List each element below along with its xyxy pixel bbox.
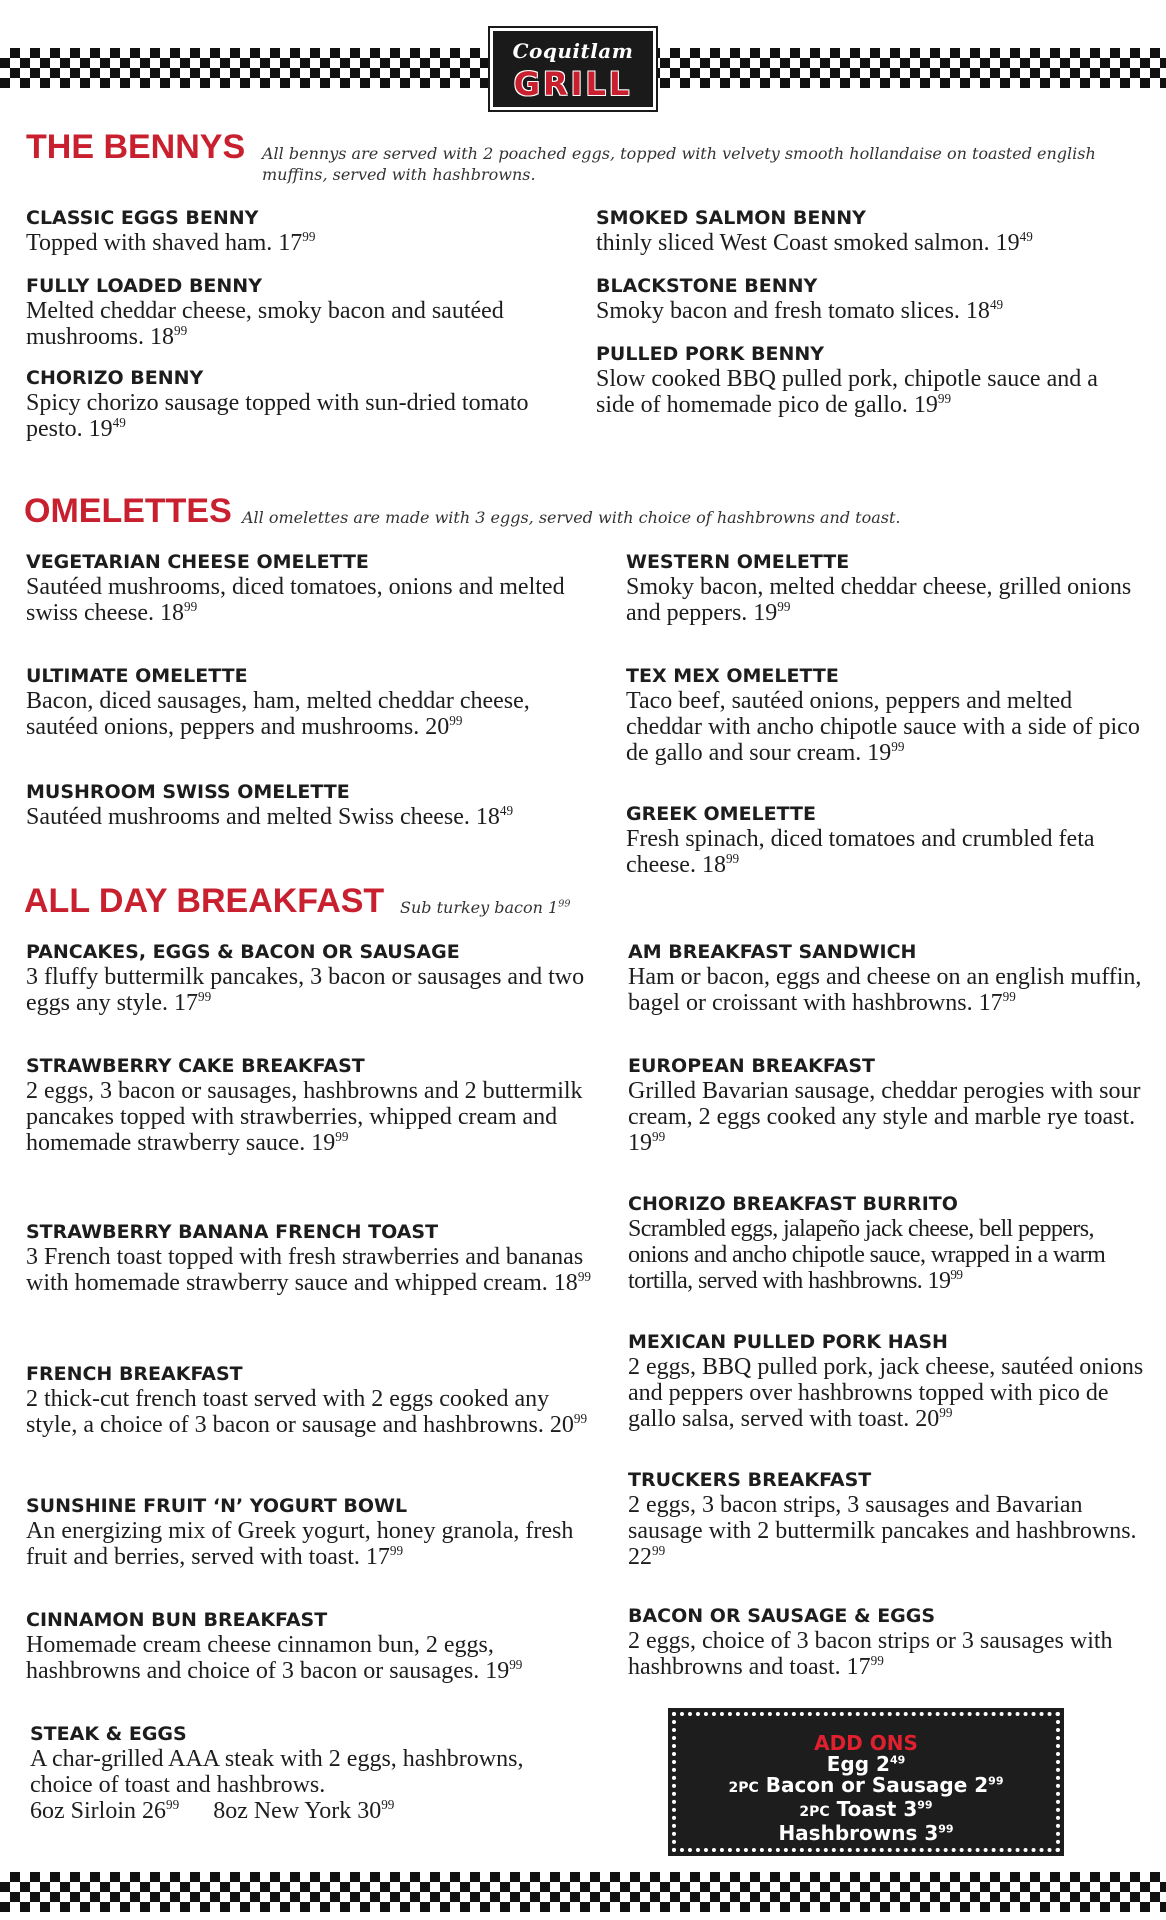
item-desc: Melted cheddar cheese, smoky bacon and sautéed mushrooms. $18^{99}$ xyxy=(26,298,504,350)
logo xyxy=(490,28,656,110)
item-name: TRUCKERS BREAKFAST xyxy=(628,1469,872,1491)
item-name: GREEK OMELETTE xyxy=(626,803,816,825)
addon-toast: 2PC Toast $3^{99}$ xyxy=(799,1797,933,1821)
item-name: PANCAKES, EGGS & BACON OR SAUSAGE xyxy=(26,941,460,963)
item-desc: Slow cooked BBQ pulled pork, chipotle sauce and a side of homemade pico de gallo. $19^{99}$ xyxy=(596,366,1098,418)
menu-item xyxy=(628,1054,1148,1156)
logo-script: Coquitlam xyxy=(512,39,634,63)
item-name: MEXICAN PULLED PORK HASH xyxy=(628,1331,948,1353)
menu-item xyxy=(26,206,566,256)
item-name: CLASSIC EGGS BENNY xyxy=(26,207,259,229)
item-name: AM BREAKFAST SANDWICH xyxy=(628,941,917,963)
item-desc: Sautéed mushrooms and melted Swiss cheese. $18^{49}$ xyxy=(26,803,514,830)
menu-item xyxy=(26,550,596,626)
item-desc: 3 French toast topped with fresh strawberries and bananas with homemade strawberry sauce and whipped cream. $18^{99}$ xyxy=(26,1244,591,1296)
item-desc: Grilled Bavarian sausage, cheddar perogies with sour cream, 2 eggs cooked any style and marble rye toast. $19^{99}$ xyxy=(628,1078,1141,1156)
item-desc: Ham or bacon, eggs and cheese on an english muffin, bagel or croissant with hashbrowns. $17^{99}$ xyxy=(628,964,1142,1016)
item-name: MUSHROOM SWISS OMELETTE xyxy=(26,781,350,803)
item-desc: Taco beef, sautéed onions, peppers and melted cheddar with ancho chipotle sauce with a side of pico de gallo and sour cream. $19^{99}$ xyxy=(626,688,1140,766)
addon-egg: Egg $2^{49}$ xyxy=(826,1752,906,1776)
section-title-bennys: THE BENNYS xyxy=(26,128,246,166)
item-name: EUROPEAN BREAKFAST xyxy=(628,1055,875,1077)
section-note-omelettes: All omelettes are made with 3 eggs, served with choice of hashbrowns and toast. xyxy=(242,508,901,527)
item-desc: Fresh spinach, diced tomatoes and crumbled feta cheese. $18^{99}$ xyxy=(626,826,1095,878)
menu-item xyxy=(26,274,566,350)
menu-item xyxy=(596,342,1116,418)
option-new-york: 8oz New York $30^{99}$ xyxy=(213,1797,395,1824)
addon-hashbrowns: Hashbrowns $3^{99}$ xyxy=(778,1821,954,1845)
menu-item xyxy=(626,550,1146,626)
item-desc: 2 eggs, choice of 3 bacon strips or 3 sausages with hashbrowns and toast. $17^{99}$ xyxy=(628,1628,1113,1680)
menu-item xyxy=(26,366,566,442)
item-name: CINNAMON BUN BREAKFAST xyxy=(26,1609,328,1631)
menu-item xyxy=(628,1468,1148,1570)
item-options xyxy=(30,1798,570,1824)
item-desc: 3 fluffy buttermilk pancakes, 3 bacon or sausages and two eggs any style. $17^{99}$ xyxy=(26,964,585,1016)
item-desc: Smoky bacon and fresh tomato slices. $18^{49}$ xyxy=(596,297,1004,324)
menu-item xyxy=(628,940,1148,1016)
checker-border-bottom xyxy=(0,1872,1166,1912)
menu-item xyxy=(26,1220,596,1296)
item-name: FULLY LOADED BENNY xyxy=(26,275,262,297)
item-desc: 2 eggs, BBQ pulled pork, jack cheese, sautéed onions and peppers over hashbrowns topped with pico de gallo salsa, served with toast. $20^{99}$ xyxy=(628,1354,1144,1432)
item-desc: 2 eggs, 3 bacon or sausages, hashbrowns and 2 buttermilk pancakes topped with strawberries, whipped cream and homemade strawberry sauce. $19^{99}$ xyxy=(26,1078,583,1156)
item-name: TEX MEX OMELETTE xyxy=(626,665,839,687)
menu-item xyxy=(628,1330,1148,1432)
item-name: STRAWBERRY CAKE BREAKFAST xyxy=(26,1055,365,1077)
item-name: PULLED PORK BENNY xyxy=(596,343,824,365)
menu-item xyxy=(26,1608,596,1684)
menu-item xyxy=(628,1604,1148,1680)
menu-item xyxy=(596,206,1116,256)
item-desc: 2 thick-cut french toast served with 2 eggs cooked any style, a choice of 3 bacon or sausage and hashbrowns. $20^{99}$ xyxy=(26,1386,588,1438)
item-desc: A char-grilled AAA steak with 2 eggs, hashbrowns, choice of toast and hashbrows. xyxy=(30,1746,524,1798)
add-ons-title: ADD ONS xyxy=(814,1731,918,1755)
item-desc: Smoky bacon, melted cheddar cheese, grilled onions and peppers. $19^{99}$ xyxy=(626,574,1132,626)
item-desc: Scrambled eggs, jalapeño jack cheese, bell peppers, onions and ancho chipotle sauce, wrapped in a warm tortilla, served with hashbrowns. $19^{99}$ xyxy=(628,1216,1106,1294)
item-desc: thinly sliced West Coast smoked salmon. $19^{49}$ xyxy=(596,229,1033,256)
item-name: BLACKSTONE BENNY xyxy=(596,275,818,297)
menu-item xyxy=(626,664,1146,766)
item-desc: An energizing mix of Greek yogurt, honey granola, fresh fruit and berries, served with toast. $17^{99}$ xyxy=(26,1518,574,1570)
item-desc: Spicy chorizo sausage topped with sun-dried tomato pesto. $19^{49}$ xyxy=(26,390,529,442)
menu-item xyxy=(26,1362,596,1438)
option-sirloin: 6oz Sirloin $26^{99}$ xyxy=(30,1797,180,1824)
section-note-breakfast: Sub turkey bacon $1^{99}$ xyxy=(400,898,571,917)
item-name: STRAWBERRY BANANA FRENCH TOAST xyxy=(26,1221,439,1243)
item-name: CHORIZO BREAKFAST BURRITO xyxy=(628,1193,958,1215)
item-name: FRENCH BREAKFAST xyxy=(26,1363,243,1385)
item-desc: Sautéed mushrooms, diced tomatoes, onions and melted swiss cheese. $18^{99}$ xyxy=(26,574,565,626)
menu-item xyxy=(626,802,1146,878)
menu-item xyxy=(26,1494,596,1570)
menu-item xyxy=(26,1054,596,1156)
menu-item xyxy=(596,274,1116,324)
menu-item xyxy=(628,1192,1148,1294)
add-ons-box xyxy=(672,1712,1060,1852)
item-name: VEGETARIAN CHEESE OMELETTE xyxy=(26,551,369,573)
section-note-bennys: All bennys are served with 2 poached eggs, topped with velvety smooth hollandaise on toasted english muffins, served with hashbrowns. xyxy=(262,144,1096,184)
item-desc: Homemade cream cheese cinnamon bun, 2 eggs, hashbrowns and choice of 3 bacon or sausages. $19^{99}$ xyxy=(26,1632,523,1684)
item-desc: 2 eggs, 3 bacon strips, 3 sausages and Bavarian sausage with 2 buttermilk pancakes and hashbrowns. $22^{99}$ xyxy=(628,1492,1137,1570)
menu-item xyxy=(26,664,596,740)
item-name: STEAK & EGGS xyxy=(30,1723,187,1745)
item-desc: Topped with shaved ham. $17^{99}$ xyxy=(26,229,316,256)
menu-item xyxy=(30,1722,570,1824)
item-name: ULTIMATE OMELETTE xyxy=(26,665,248,687)
item-name: WESTERN OMELETTE xyxy=(626,551,850,573)
menu-item xyxy=(26,940,596,1016)
menu-item xyxy=(26,780,596,830)
section-title-omelettes: OMELETTES xyxy=(24,492,232,530)
logo-word: GRILL xyxy=(513,65,633,103)
item-name: BACON OR SAUSAGE & EGGS xyxy=(628,1605,936,1627)
item-desc: Bacon, diced sausages, ham, melted cheddar cheese, sautéed onions, peppers and mushrooms. $20^{99}$ xyxy=(26,688,530,740)
item-name: SUNSHINE FRUIT ‘N’ YOGURT BOWL xyxy=(26,1495,408,1517)
addon-bacon-sausage: 2PC Bacon or Sausage $2^{99}$ xyxy=(728,1773,1004,1797)
section-title-breakfast: ALL DAY BREAKFAST xyxy=(24,882,385,920)
item-name: CHORIZO BENNY xyxy=(26,367,204,389)
item-name: SMOKED SALMON BENNY xyxy=(596,207,866,229)
